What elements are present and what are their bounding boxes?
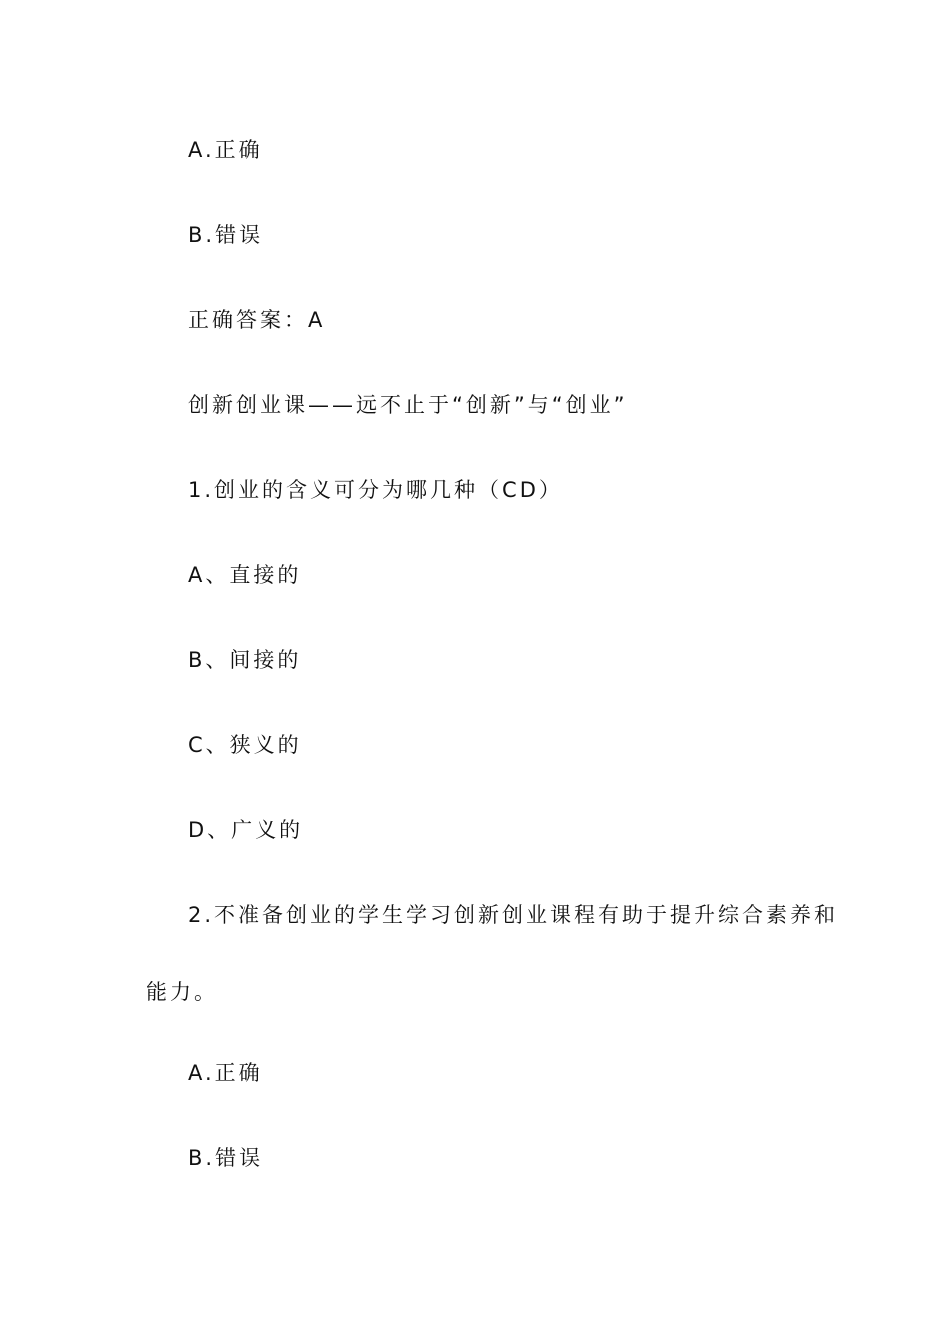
q2-stem-line2: 能力。 <box>146 980 218 1004</box>
prev-answer: 正确答案：A <box>188 308 326 332</box>
prev-option-a: A.正确 <box>188 138 263 162</box>
section-title: 创新创业课——远不止于“创新”与“创业” <box>188 393 628 417</box>
q2-stem-line1: 2.不准备创业的学生学习创新创业课程有助于提升综合素养和 <box>188 903 839 927</box>
q1-option-b: B、间接的 <box>188 648 302 672</box>
q1-stem: 1.创业的含义可分为哪几种（CD） <box>188 478 563 502</box>
q2-option-b: B.错误 <box>188 1146 264 1170</box>
q1-option-a: A、直接的 <box>188 563 302 587</box>
q2-option-a: A.正确 <box>188 1061 263 1085</box>
q1-option-d: D、广义的 <box>188 818 304 842</box>
q1-option-c: C、狭义的 <box>188 733 302 757</box>
prev-option-b: B.错误 <box>188 223 264 247</box>
